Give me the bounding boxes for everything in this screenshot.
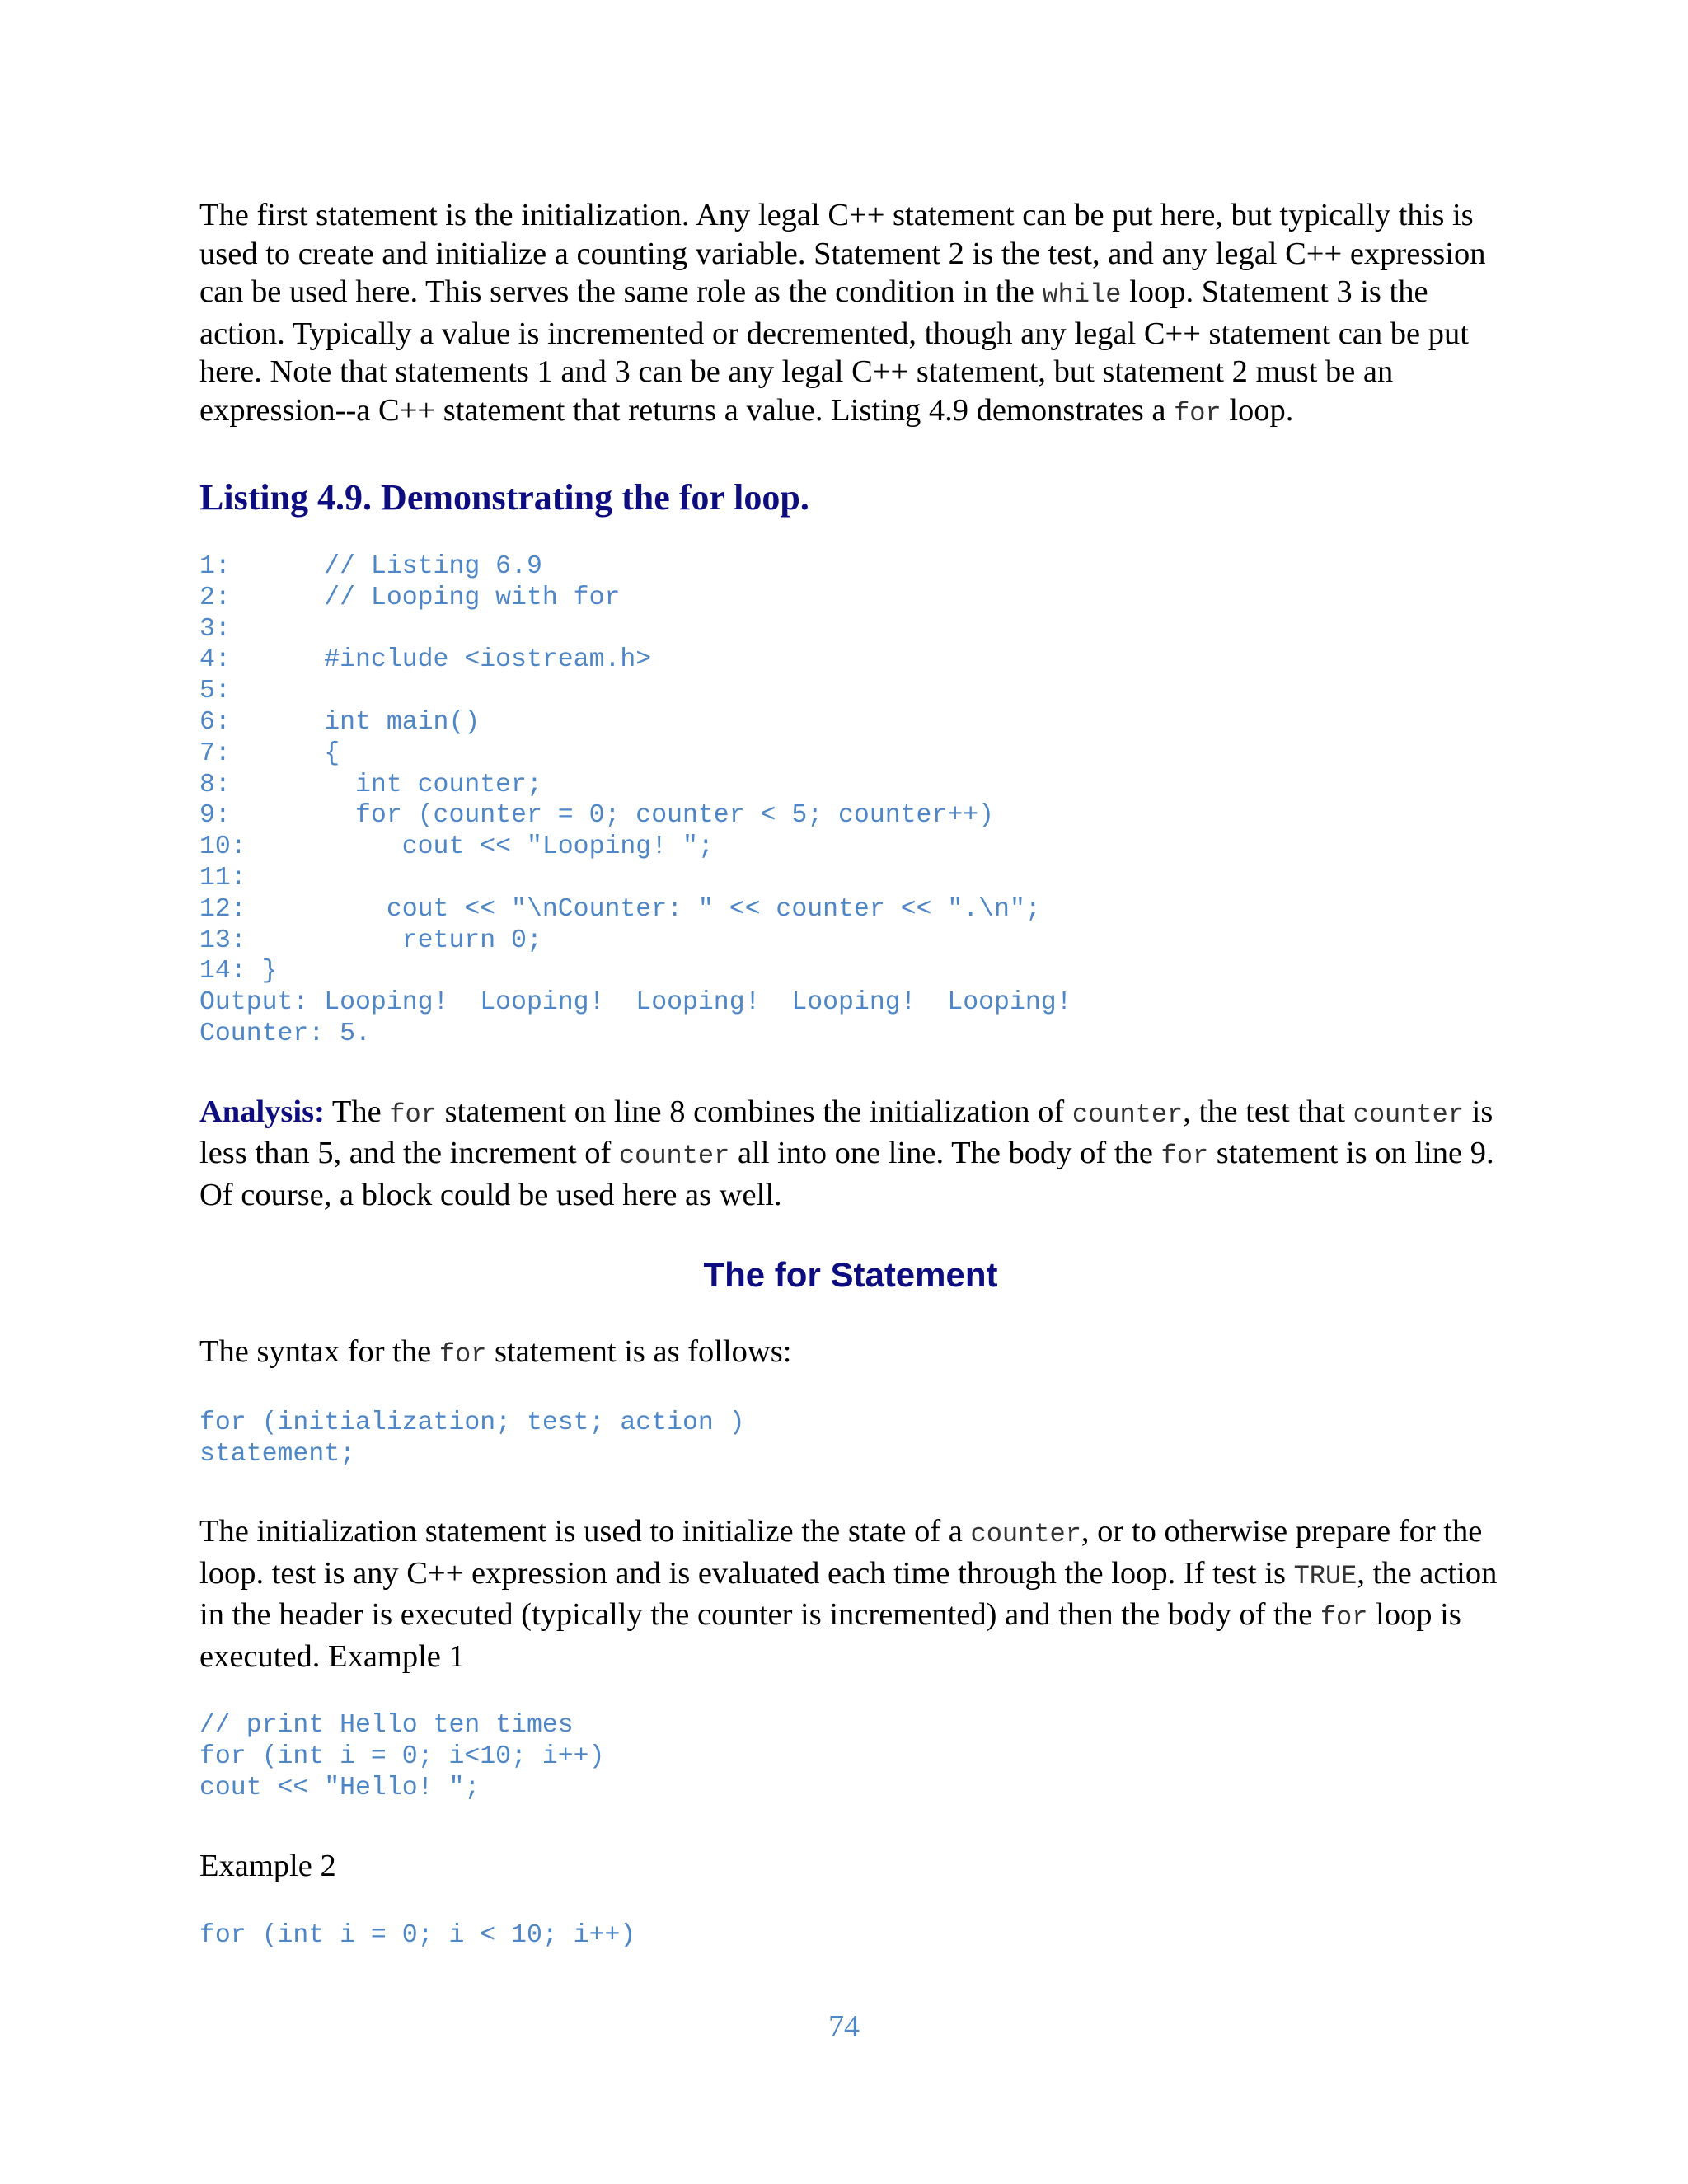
inline-code: for — [1320, 1602, 1368, 1633]
analysis-text: statement is on line 9. Of course, a block could be used here as well. — [199, 1136, 1494, 1212]
intro-paragraph — [199, 196, 1502, 433]
syntax-text: The syntax for the — [199, 1334, 439, 1370]
page-content — [199, 196, 1502, 1952]
listing-code: 1: // Listing 6.9 2: // Looping with for 3: 4: #include <iostream.h> 5: 6: int main() 7: { 8: int counter; 9: for (counter = 0; counter < 5; counter++) 10: cout << "Looping! "; 11: 12: cout << "\nCounter: " << counter << ".\n"; 13: return 0; 14: } Output: Looping! Looping! Looping! Looping! Looping! Counter: 5. — [199, 552, 1072, 1048]
page-number: 74 — [828, 2009, 860, 2044]
explanation-text: loop is executed. Example 1 — [199, 1597, 1461, 1674]
inline-code: TRUE — [1293, 1560, 1357, 1591]
example1-code: // print Hello ten times for (int i = 0; i<10; i++) cout << "Hello! "; — [199, 1711, 605, 1802]
explanation-text: The initialization statement is used to initialize the state of a — [199, 1514, 971, 1549]
syntax-text: statement is as follows: — [486, 1334, 792, 1370]
example2-code: for (int i = 0; i < 10; i++) — [199, 1921, 636, 1951]
explanation-text: , the action in the header is executed (typically the counter is incremented) and then the body of the — [199, 1555, 1498, 1633]
analysis-label: Analysis: — [199, 1094, 325, 1129]
intro-text: The first statement is the initialization. Any legal C++ statement can be put here, but typically this is used to create and initialize a counting variable. Statement 2 is the test, and any legal C++ expression can be used here. This serves the same role as the condition in the — [199, 198, 1486, 309]
inline-code: for — [438, 1339, 487, 1371]
analysis-text: is less than 5, and the increment of — [199, 1094, 1493, 1171]
intro-text: loop. — [1221, 392, 1294, 428]
inline-code: counter — [618, 1141, 730, 1172]
inline-code: counter — [1071, 1099, 1184, 1130]
inline-code: counter — [1353, 1099, 1465, 1130]
listing-title: Listing 4.9. Demonstrating the for loop. — [199, 477, 809, 518]
syntax-paragraph — [199, 1333, 1502, 1375]
inline-code: while — [1042, 279, 1122, 310]
analysis-paragraph — [199, 1093, 1502, 1215]
analysis-text: statement on line 8 combines the initialization of — [436, 1094, 1072, 1129]
syntax-code: for (initialization; test; action ) statement; — [199, 1408, 745, 1469]
inline-code: for — [389, 1099, 437, 1130]
example2-label: Example 2 — [199, 1848, 336, 1883]
section-title: The for Statement — [703, 1255, 998, 1295]
inline-code: for — [1160, 1141, 1209, 1172]
analysis-text: all into one line. The body of the — [729, 1136, 1161, 1171]
intro-text: loop. Statement 3 is the action. Typically a value is incremented or decremented, though any legal C++ statement can be put here. Note that statements 1 and 3 can be any legal C++ statement, but statement 2 must be an expression--a C++ statement that returns a value. Listing 4.9 demonstrates a — [199, 274, 1469, 428]
inline-code: counter — [970, 1519, 1081, 1550]
explanation-text: , or to otherwise prepare for the loop. test is any C++ expression and is evaluated each time through the loop. If test is — [199, 1514, 1483, 1591]
analysis-text: The — [324, 1094, 390, 1129]
analysis-text: , the test that — [1183, 1094, 1353, 1129]
inline-code: for — [1174, 397, 1221, 429]
explanation-paragraph — [199, 1512, 1502, 1675]
